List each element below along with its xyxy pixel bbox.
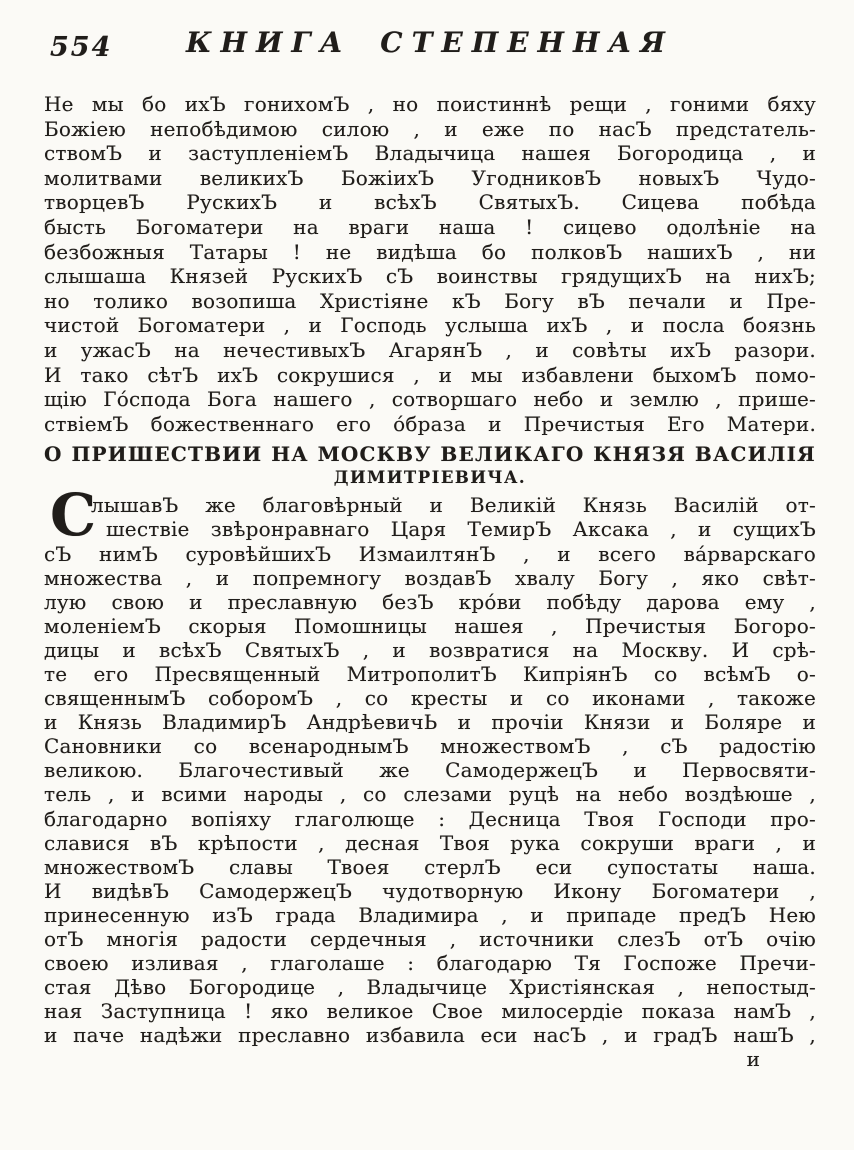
- text-line: своею изливая , глаголаше : благодарю Тя Госпоже Пречи-: [44, 951, 816, 976]
- catchword: и: [746, 1047, 760, 1072]
- page-number: 554: [50, 32, 113, 63]
- text-line: стая Дѣво Богородице , Владычице Христіянская , непостыд-: [44, 975, 816, 1000]
- text-line: щію Го́спода Бога нашего , сотворшаго небо и землю , прише-: [44, 387, 816, 412]
- text-line: отЪ многія радости сердечныя , источники слезЪ отЪ очію: [44, 927, 816, 951]
- chapter-heading: О ПРИШЕСТВИИ НА МОСКВУ ВЕЛИКАГО КНЯЗЯ ВАСИЛІЯ: [44, 442, 816, 467]
- text-line: благодарно вопіяху глаголюще : Десница Твоя Господи про-: [44, 806, 816, 831]
- text-line: тель , и всими народы , со слезами руцѣ на небо воздѣюше ,: [44, 782, 816, 807]
- text-line: бысть Богоматери на враги наша ! сицево одолѣніе на: [44, 214, 816, 239]
- text-line: И видѣвЪ СамодержецЪ чудотворную Икону Богоматери ,: [44, 878, 816, 903]
- paragraph-2-lines: [44, 493, 816, 1047]
- text-line: множествомЪ славы Твоея стерлЪ еси супостаты наша.: [44, 854, 816, 879]
- text-line: моленіемЪ скорыя Помошницы нашея , Пречистыя Богоро-: [44, 613, 816, 638]
- text-line: слышаша Князей РускихЪ сЪ воинствы грядущихЪ на нихЪ;: [44, 264, 816, 289]
- text-line: дицы и всѣхЪ СвятыхЪ , и возвратися на Москву. И срѣ-: [44, 637, 816, 662]
- text-line: ствомЪ и заступленіемЪ Владычица нашея Богородица , и: [44, 141, 816, 166]
- page-header: [44, 26, 816, 76]
- text-line: И тако сѣтЪ ихЪ сокрушися , и мы избавлени быхомЪ помо-: [44, 362, 816, 387]
- text-line: сЪ нимЪ суровѣйшихЪ ИзмаилтянЪ , и всего ва́рварскаго: [44, 541, 816, 566]
- text-line: лую свою и преславную безЪ кро́ви побѣду дарова ему ,: [44, 589, 816, 614]
- text-line: ная Заступница ! яко великое Свое милосердіе показа намЪ ,: [44, 999, 816, 1024]
- drop-cap-letter: С: [50, 481, 97, 550]
- text-line: великою. Благочестивый же СамодержецЪ и Первосвяти-: [44, 758, 816, 783]
- text-line: те его Пресвященный МитрополитЪ КипріянЪ со всѣмЪ о-: [44, 661, 816, 686]
- text-line: ствіемЪ божественнаго его о́браза и Пречистыя Его Матери.: [44, 411, 816, 436]
- text-line: и паче надѣжи преславно избавила еси насЪ , и градЪ нашЪ ,: [44, 1023, 816, 1048]
- paragraph-1: [44, 92, 816, 436]
- text-line: творцевЪ РускихЪ и всѣхЪ СвятыхЪ. Сицева побѣда: [44, 190, 816, 215]
- text-line: Не мы бо ихЪ гонихомЪ , но поистиннѣ рещи , гоними бяху: [44, 92, 816, 116]
- chapter-subheading: ДИМИТРІЕВИЧА.: [333, 468, 527, 488]
- text-line: шествіе звѣронравнаго Царя ТемирЪ Аксака , и сущихЪ: [106, 517, 816, 542]
- text-line: лышавЪ же благовѣрный и Великій Князь Василій от-: [91, 493, 816, 518]
- text-line: молитвами великихЪ БожіихЪ УгодниковЪ новыхЪ Чудо-: [44, 165, 816, 190]
- text-line: Божіею непобѣдимою силою , и еже по насЪ предстатель-: [44, 116, 816, 141]
- text-line: чистой Богоматери , и Господь услыша ихЪ , и посла боязнь: [44, 313, 816, 338]
- text-line: славися вЪ крѣпости , десная Твоя рука сокруши враги , и: [44, 830, 816, 855]
- text-line: безбожныя Татары ! не видѣша бо полковЪ нашихЪ , ни: [44, 239, 816, 264]
- text-line: принесенную изЪ града Владимира , и припаде предЪ Нею: [44, 902, 816, 927]
- text-line: и ужасЪ на нечестивыхЪ АгарянЪ , и совѣты ихЪ разори.: [44, 337, 816, 362]
- text-line: но толико возопиша Христіяне кЪ Богу вЪ печали и Пре-: [44, 288, 816, 313]
- paragraph-2: [44, 481, 816, 1048]
- text-line: Сановники со всенароднымЪ множествомЪ , сЪ радостію: [44, 734, 816, 759]
- text-line: множества , и попремногу воздавЪ хвалу Богу , яко свѣт-: [44, 565, 816, 590]
- running-title: КНИГА СТЕПЕННАЯ: [186, 26, 674, 59]
- text-line: и Князь ВладимирЪ АндрѣевичЬ и прочіи Князи и Боляре и: [44, 710, 816, 735]
- text-line: священнымЪ соборомЪ , со кресты и со иконами , такоже: [44, 686, 816, 711]
